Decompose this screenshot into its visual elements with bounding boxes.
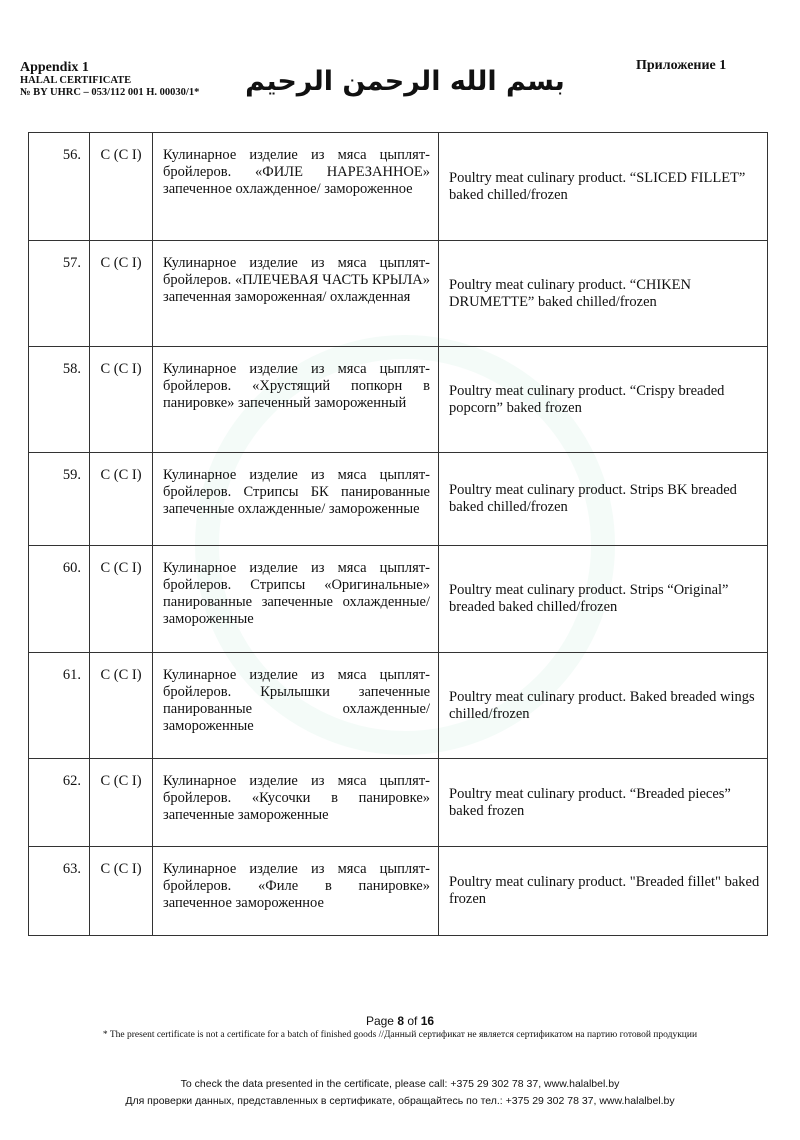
certificate-number: № BY UHRC – 053/112 001 H. 00030/1*: [20, 86, 200, 98]
row-number: 56.: [29, 133, 90, 241]
row-name-en: Poultry meat culinary product. “Crispy breaded popcorn” baked frozen: [439, 347, 768, 453]
products-table: [28, 132, 768, 936]
row-name-en: Poultry meat culinary product. “CHIKEN DRUMETTE” baked chilled/frozen: [439, 241, 768, 347]
page-of: of: [404, 1014, 421, 1028]
table-row: [29, 347, 768, 453]
certificate-header: [20, 60, 199, 98]
row-name-ru: Кулинарное изделие из мяса цыплят-бройлеров. «Хрустящий попкорн в панировке» запеченный замороженный: [153, 347, 439, 453]
row-name-ru: Кулинарное изделие из мяса цыплят-бройлеров. «ФИЛЕ НАРЕЗАННОЕ» запеченное охлажденное/ замороженное: [153, 133, 439, 241]
page-total: 16: [420, 1014, 435, 1028]
page-number: [0, 1014, 800, 1028]
row-category-code: C (C I): [90, 133, 153, 241]
row-number: 62.: [29, 759, 90, 847]
appendix-label-ru: Приложение 1: [636, 58, 727, 73]
row-name-ru: Кулинарное изделие из мяса цыплят-бройлеров. «ПЛЕЧЕВАЯ ЧАСТЬ КРЫЛА» запеченная замороженная/ охлажденная: [153, 241, 439, 347]
row-number: 57.: [29, 241, 90, 347]
row-number: 63.: [29, 847, 90, 936]
row-category-code: C (C I): [90, 347, 153, 453]
table-row: [29, 847, 768, 936]
row-category-code: C (C I): [90, 847, 153, 936]
contact-info-en: To check the data presented in the certificate, please call: +375 29 302 78 37, www.halalbel.by: [180, 1078, 620, 1090]
row-number: 61.: [29, 653, 90, 759]
certificate-title: HALAL CERTIFICATE: [20, 75, 132, 87]
row-name-en: Poultry meat culinary product. Strips BK breaded baked chilled/frozen: [439, 453, 768, 546]
row-category-code: C (C I): [90, 759, 153, 847]
table-row: [29, 759, 768, 847]
table-row: [29, 653, 768, 759]
row-name-en: Poultry meat culinary product. “SLICED FILLET” baked chilled/frozen: [439, 133, 768, 241]
row-category-code: C (C I): [90, 653, 153, 759]
basmala-calligraphy: بسم الله الرحمن الرحيم: [245, 65, 565, 97]
appendix-label: Appendix 1: [20, 60, 89, 75]
table-row: [29, 133, 768, 241]
row-name-ru: Кулинарное изделие из мяса цыплят-бройлеров. «Филе в панировке» запеченное замороженное: [153, 847, 439, 936]
row-category-code: C (C I): [90, 453, 153, 546]
row-name-ru: Кулинарное изделие из мяса цыплят-бройлеров. «Кусочки в панировке» запеченные замороженные: [153, 759, 439, 847]
table-row: [29, 546, 768, 653]
table-row: [29, 453, 768, 546]
contact-info-ru: Для проверки данных, представленных в сертификате, обращайтесь по тел.: +375 29 302 78 37, www.halalbel.by: [125, 1095, 675, 1107]
row-name-en: Poultry meat culinary product. “Breaded pieces” baked frozen: [439, 759, 768, 847]
row-name-en: Poultry meat culinary product. Strips “Original” breaded baked chilled/frozen: [439, 546, 768, 653]
row-number: 58.: [29, 347, 90, 453]
row-name-ru: Кулинарное изделие из мяса цыплят-бройлеров. Стрипсы «Оригинальные» панированные запеченные охлажденные/замороженные: [153, 546, 439, 653]
row-category-code: C (C I): [90, 241, 153, 347]
row-name-ru: Кулинарное изделие из мяса цыплят-бройлеров. Стрипсы БК панированные запеченные охлажденные/ замороженные: [153, 453, 439, 546]
row-name-en: Poultry meat culinary product. Baked breaded wings chilled/frozen: [439, 653, 768, 759]
certificate-note: * The present certificate is not a certificate for a batch of finished goods //Данный сертификат не является сертификатом на партию готовой продукции: [102, 1030, 698, 1040]
row-name-en: Poultry meat culinary product. "Breaded fillet" baked frozen: [439, 847, 768, 936]
table-row: [29, 241, 768, 347]
page-current: 8: [397, 1014, 404, 1028]
row-number: 60.: [29, 546, 90, 653]
row-name-ru: Кулинарное изделие из мяса цыплят-бройлеров. Крылышки запеченные панированные охлажденные/ замороженные: [153, 653, 439, 759]
row-category-code: C (C I): [90, 546, 153, 653]
row-number: 59.: [29, 453, 90, 546]
page-prefix: Page: [365, 1014, 398, 1028]
